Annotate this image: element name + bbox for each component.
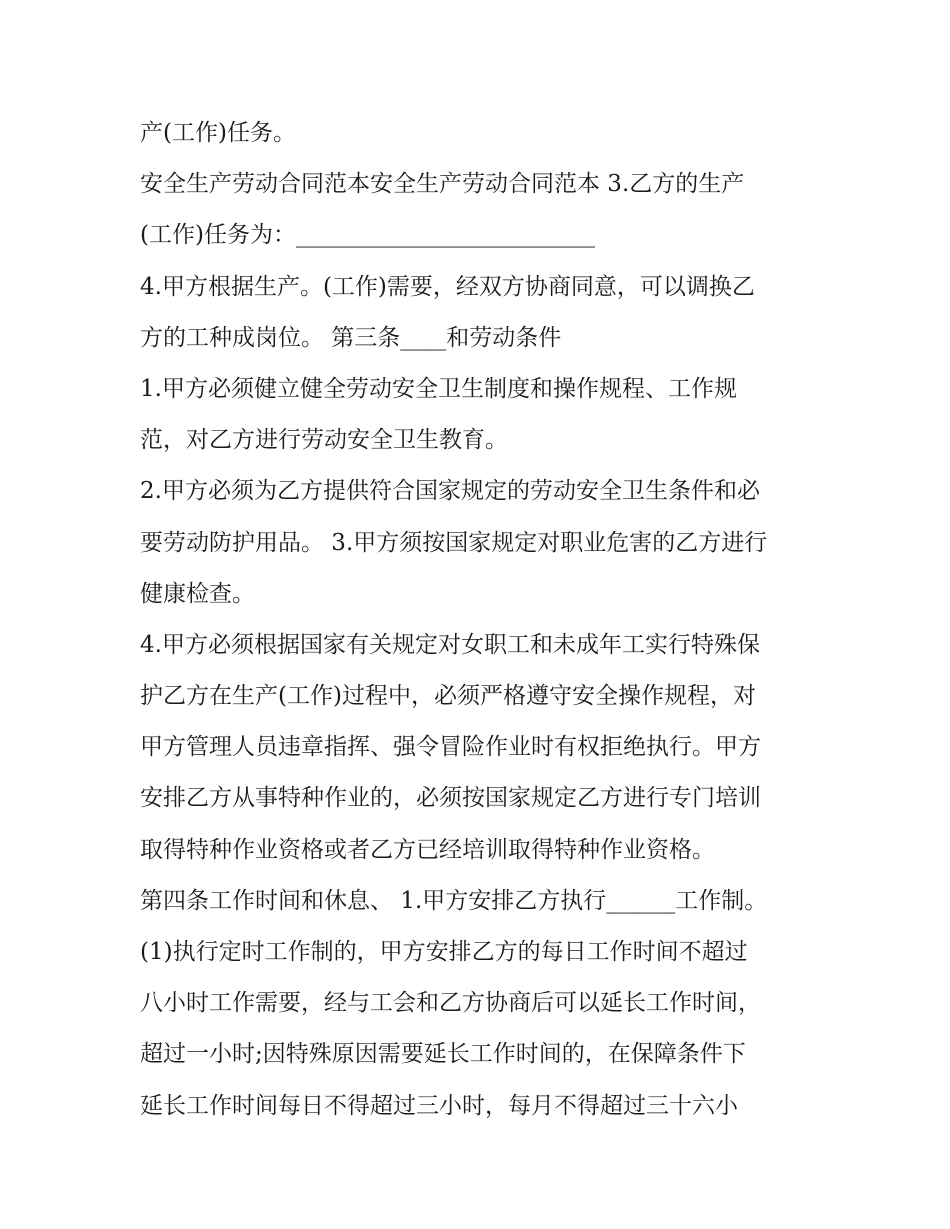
text-line: 产(工作)任务。: [140, 120, 296, 146]
text-line: 延长工作时间每日不得超过三小时，每月不得超过三十六小: [140, 1092, 738, 1119]
text-line: (1)执行定时工作制的，甲方安排乙方的每日工作时间不超过: [140, 939, 748, 965]
text-line: 安排乙方从事特种作业的，必须按国家规定乙方进行专门培训: [140, 785, 761, 812]
text-line: 取得特种作业资格或者乙方已经培训取得特种作业资格。: [140, 836, 715, 863]
text-line: 八小时工作需要，经与工会和乙方协商后可以延长工作时间，: [140, 990, 761, 1017]
text-line: 超过一小时;因特殊原因需要延长工作时间的，在保障条件下: [140, 1041, 746, 1068]
text-line: 健康检查。: [140, 580, 255, 607]
text-line: 安全生产劳动合同范本安全生产劳动合同范本 3.乙方的生产: [140, 171, 745, 198]
text-line: 1.甲方必须健立健全劳动安全卫生制度和操作规程、工作规: [140, 375, 737, 402]
text-line: 4.甲方必须根据国家有关规定对女职工和未成年工实行特殊保: [140, 631, 760, 658]
text-line: 要劳动防护用品。 3.甲方须按国家规定对职业危害的乙方进行: [140, 529, 768, 556]
text-line: 2.甲方必须为乙方提供符合国家规定的劳动安全卫生条件和必: [140, 478, 760, 505]
document-body: [140, 108, 830, 1132]
text-line: 护乙方在生产(工作)过程中，必须严格遵守安全操作规程，对: [140, 683, 756, 710]
text-line: 范，对乙方进行劳动安全卫生教育。: [140, 427, 508, 454]
text-line: 甲方管理人员违章指挥、强令冒险作业时有权拒绝执行。甲方: [140, 734, 761, 761]
text-line: (工作)任务为：__________________________: [140, 222, 595, 249]
text-line: 4.甲方根据生产。(工作)需要，经双方协商同意，可以调换乙: [140, 273, 755, 300]
text-line: 方的工种成岗位。 第三条____和劳动条件: [140, 324, 562, 351]
text-line: 第四条工作时间和休息、 1.甲方安排乙方执行______工作制。: [140, 887, 768, 914]
